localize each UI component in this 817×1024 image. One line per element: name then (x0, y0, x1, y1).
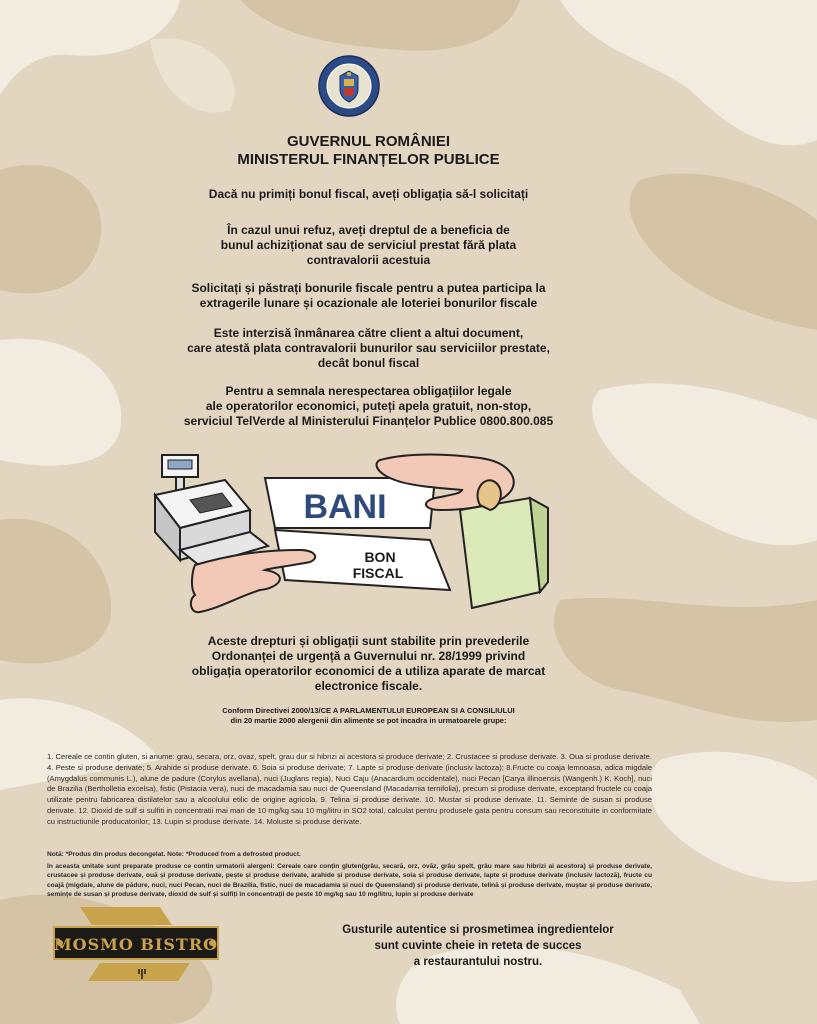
notice-request-receipt (0, 187, 777, 202)
notice-line: Solicitați și păstrați bonurile fiscale pentru a putea participa la (191, 281, 546, 295)
notice-refusal (0, 223, 777, 268)
notice-forbidden-document (0, 326, 777, 371)
slogan-line: a restaurantului nostru. (413, 956, 543, 968)
money-banner (265, 478, 435, 528)
notice-line: contravalorii acestuia (306, 253, 431, 267)
notice-line: Este interzisă înmânarea către client a altui document, (213, 326, 524, 340)
defrosted-note: Notă: *Produs din produs decongelat. Note: *Produced from a defrosted product. (47, 851, 301, 858)
ministry-crest-icon (318, 55, 380, 117)
legal-line: obligația operatorilor economici de a utiliza aparate de marcat (191, 664, 546, 678)
restaurant-slogan (318, 922, 638, 970)
legal-line: electronice fiscale. (314, 679, 423, 693)
notice-line: ale operatorilor economici, puteți apela gratuit, non-stop, (205, 399, 532, 413)
notice-lottery (0, 281, 777, 311)
directive-heading (0, 706, 777, 726)
mosmo-bistro-logo (50, 905, 225, 983)
notice-line: decât bonul fiscal (317, 356, 420, 370)
receipt-label-fiscal: FISCAL (352, 565, 404, 581)
notice-telverde (0, 384, 777, 429)
money-label: BANI (303, 488, 387, 526)
notice-line: extragerile lunare și ocazionale ale loteriei bonurilor fiscale (199, 296, 538, 310)
unit-allergens-statement: In aceasta unitate sunt preparate produse ce contin urmatorii alergeni: Cereale care conțin gluten(grâu, secară, orz, ovăz, grâu spelt, grâu mare sau hibrizi ai acestora) și produse derivate, crustacee și produse derivate, ouă și produse derivate, pește și produse derivate, arahide și produse derivate, soia și produse derivate, lapte și produse derivate (inclusiv lactoză), fructe cu coajă (migdale, alune de pădure, nuci, nuci Pecan, nuci de Brazilia, fistic, nuci de macadamia și nuci de Queensland) și produse derivate, telină și produse derivate, muștar și produse derivate, semințe de susan și produse derivate, dioxid de sulf și sulfiți în concentrații de peste 10 mg/kg sau 10 mg/litru, lupin și produse derivate (47, 863, 652, 899)
page-title (0, 133, 777, 169)
directive-line: Conform Directivei 2000/13/CE A PARLAMENTULUI EUROPEAN SI A CONSILIULUI (222, 706, 515, 715)
title-ministry: MINISTERUL FINANȚELOR PUBLICE (237, 151, 500, 168)
legal-basis (0, 634, 777, 694)
notice-line: serviciul TelVerde al Ministerului Finanțelor Publice 0800.800.085 (183, 414, 554, 428)
slogan-line: Gusturile autentice si prosmetimea ingredientelor (342, 924, 614, 936)
receipt-label-bon: BON (364, 549, 396, 565)
notice-line: În cazul unui refuz, aveți dreptul de a beneficia de (227, 223, 510, 237)
title-government: GUVERNUL ROMÂNIEI (286, 133, 451, 150)
cash-register-illustration (150, 450, 550, 620)
svg-text:MOSMO BISTRO: MOSMO BISTRO (53, 935, 219, 954)
notice-line: Pentru a semnala nerespectarea obligațiilor legale (225, 384, 512, 398)
directive-line: din 20 martie 2000 alergenii din alimente se pot incadra in urmatoarele grupe: (230, 716, 507, 725)
slogan-line: sunt cuvinte cheie in reteta de succes (374, 940, 582, 952)
notice-line: care atestă plata contravalorii bunurilor sau serviciilor prestate, (187, 341, 550, 355)
legal-line: Ordonanței de urgență a Guvernului nr. 28/1999 privind (211, 649, 526, 663)
legal-line: Aceste drepturi și obligații sunt stabilite prin prevederile (207, 634, 530, 648)
cash-register-icon (155, 455, 268, 566)
notice-line: bunul achiziționat sau de serviciul prestat fără plata (220, 238, 517, 252)
allergen-list: 1. Cereale ce contin gluten, si anume: grau, secara, orz, ovaz, spelt, grau dur si hibrizi ai acestora si produce derivate; 2. Crustacee si produse derivate. 3. Oua si produse derivate. 4. Peste si produse derivate; 5. Arahide si produse derivate. 6. Soia si produse derivate; 7. Lapte si produse derivate (inclusiv lactoza); 8.Fructe cu coaja lemnoasa, adica migdale (Amygdalus communis L.), alune de padure (Corylus avellana), nuci (Juglans regia), Nuci Caju (Anacardium occidentale), nuci Pecan [Carya illinoensis (Wangenh.) K. Koch], nuci de Brazilia (Bertholletia excelsa), fistic (Pistacia vera), nuci de macadamia sau nuci de Queensland (Macadamia ternifolia), precum si produse derivate, exceptand fructele cu coaja utilizate pentru fabricarea distilatelor sau a alcoolului etilic de origine agricola. 9. Telina si produse derivate. 10. Mustar si produse derivate. 11. Seminte de susan si produse derivate. 12. Dioxid de sulf si sulfiti in concentratii mai mari de 10 mg/kg sau 10 mg/litru in SO2 total, calculat pentru produsele gata pentru consum sau reconstituite in conformitate cu instructiunile producatorilor; 13. Lupin si produse derivate. 14. Moluste si produse derivate. (47, 752, 652, 826)
notice-line: Dacă nu primiți bonul fiscal, aveți obligația să-l solicitați (208, 187, 529, 201)
